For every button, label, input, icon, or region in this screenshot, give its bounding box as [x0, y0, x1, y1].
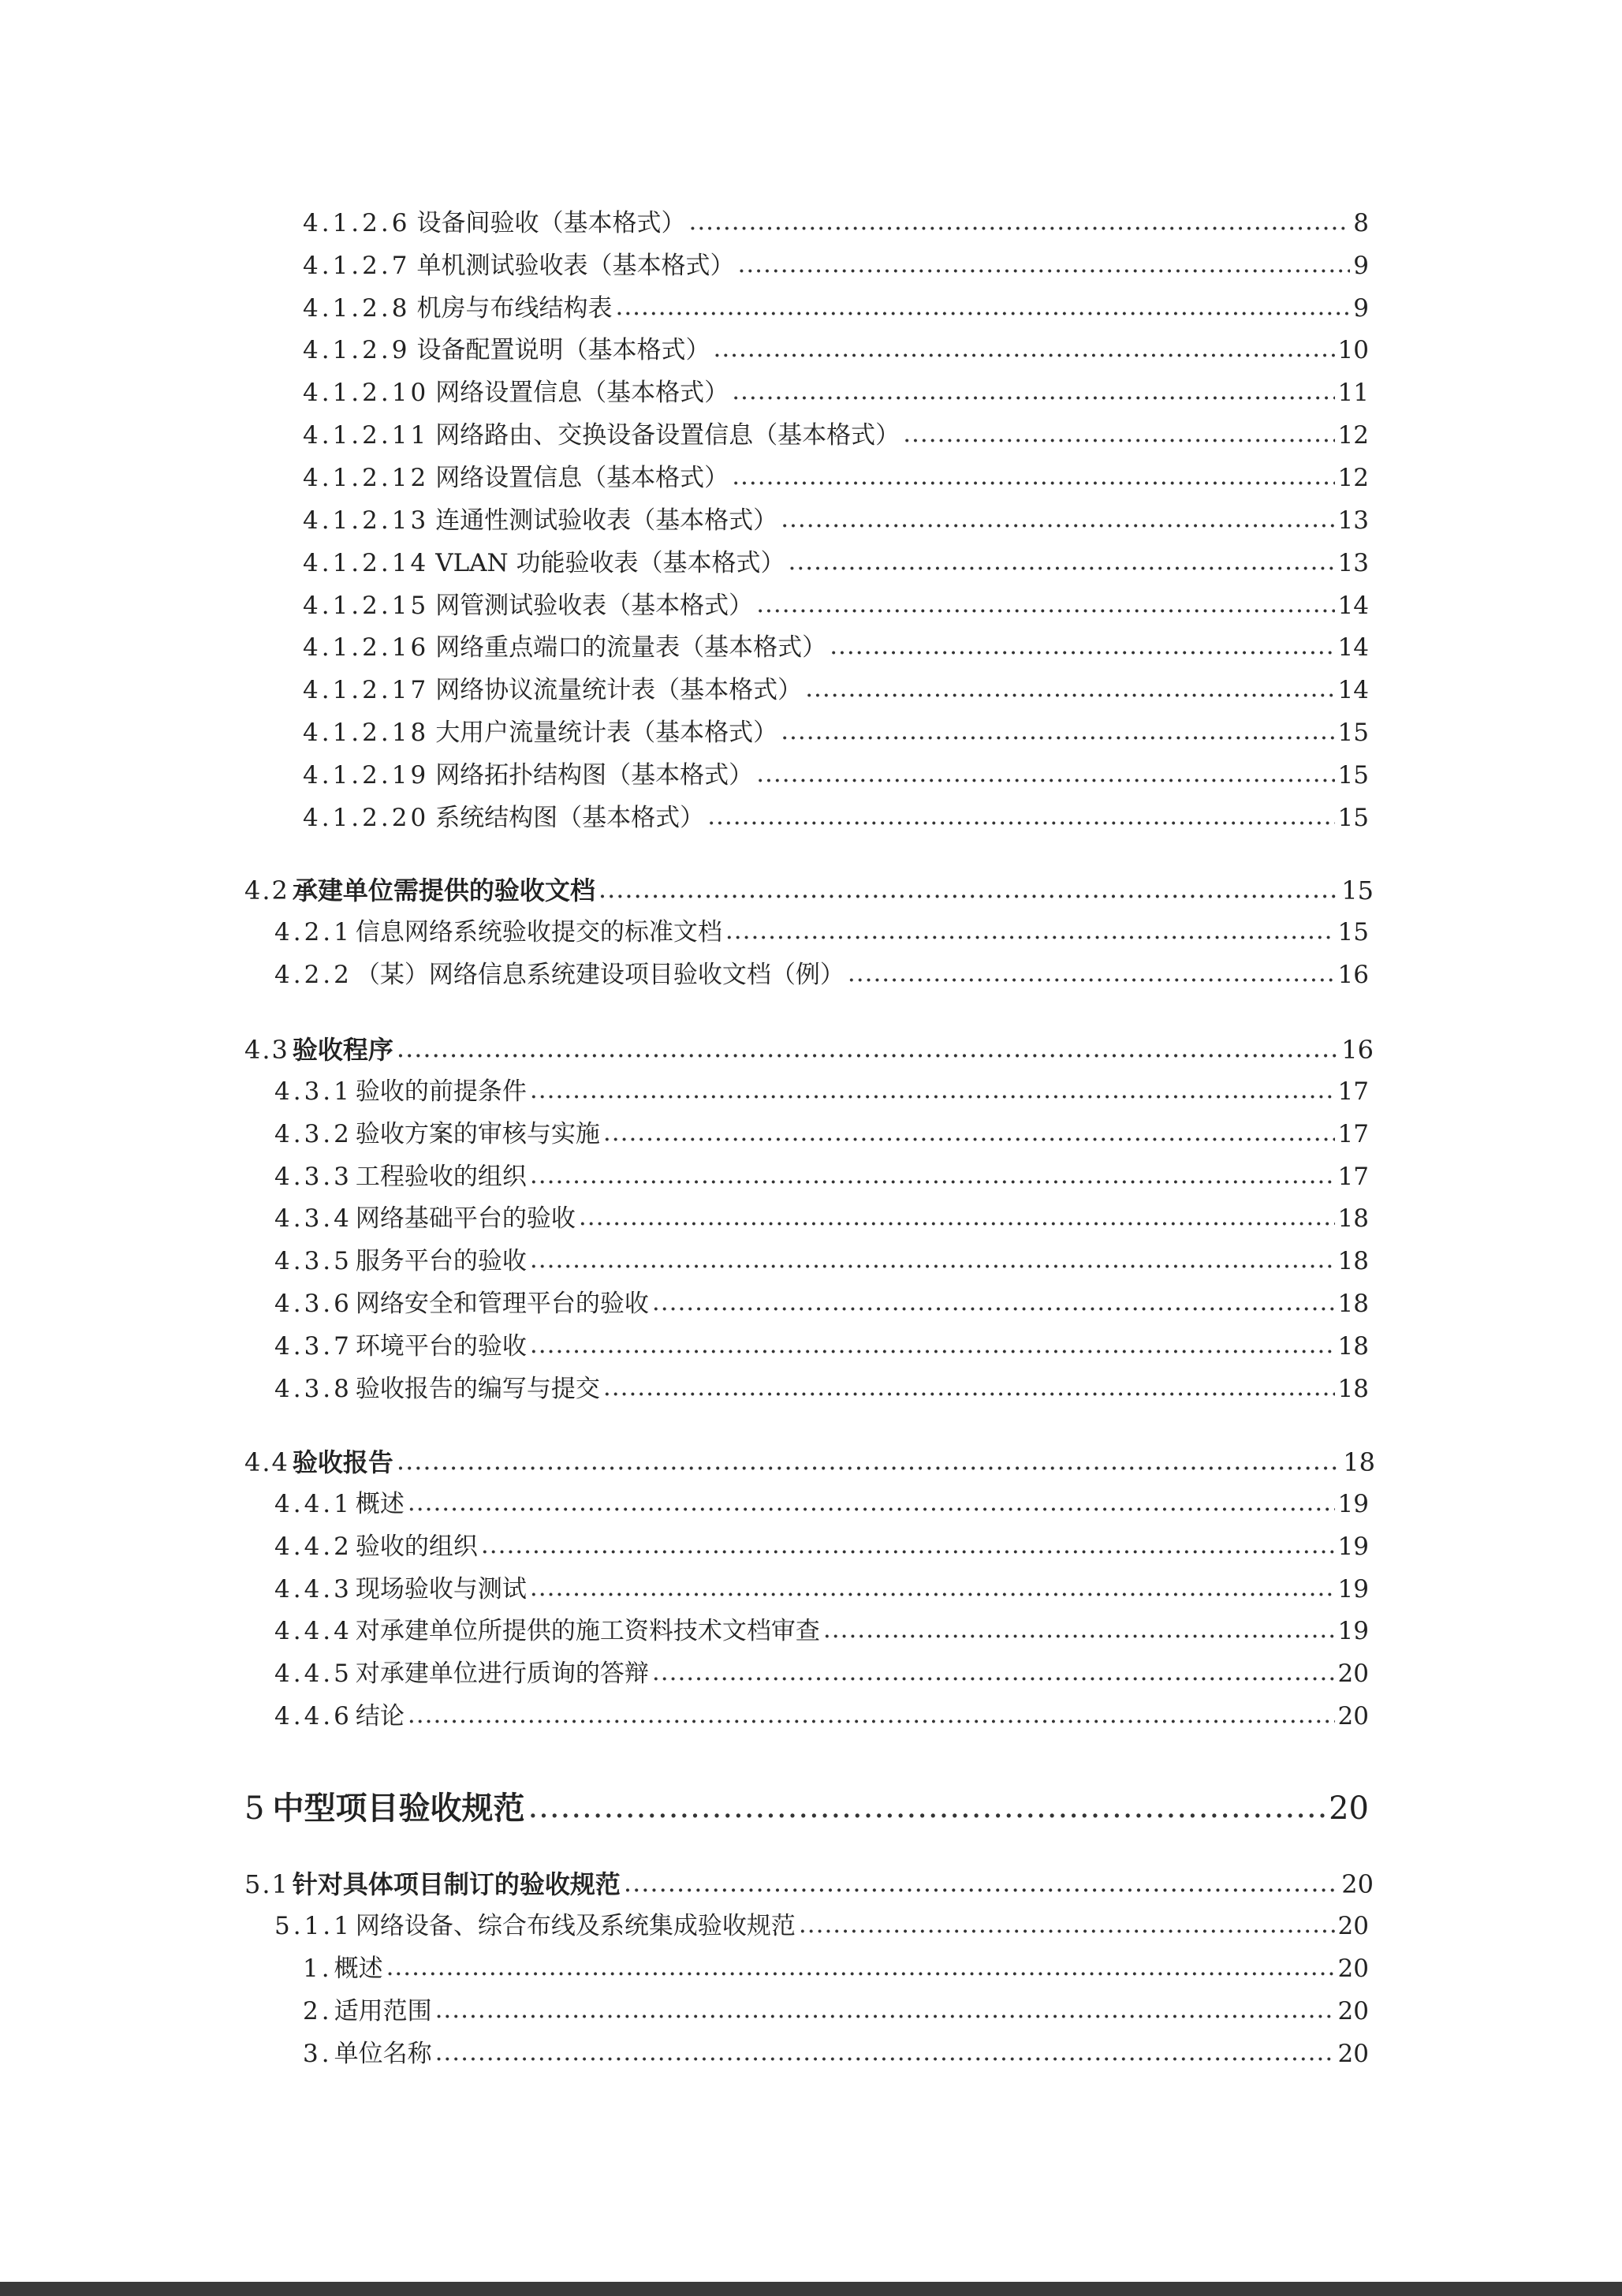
dot-leader	[805, 677, 1334, 701]
toc-entry-page: 20	[1341, 1869, 1374, 1899]
toc-entry[interactable]	[274, 1122, 1369, 1147]
toc-entry-number: 4.2.1	[274, 918, 352, 946]
toc-entry-number: 4.4.1	[274, 1490, 352, 1518]
toc-entry[interactable]	[303, 678, 1369, 703]
toc-entry-page: 13	[1337, 506, 1369, 535]
toc-entry-title: 网络基础平台的验收	[355, 1204, 576, 1233]
dot-leader	[481, 1533, 1335, 1558]
toc-entry-page: 13	[1337, 549, 1369, 577]
toc-entry[interactable]	[274, 1659, 1369, 1688]
dot-leader	[830, 634, 1334, 659]
dot-leader	[397, 1036, 1338, 1061]
toc-entry-title: 验收报告的编写与提交	[355, 1375, 600, 1403]
toc-entry-number: 4.3.7	[274, 1332, 352, 1361]
toc-entry-page: 9	[1353, 252, 1369, 280]
dot-leader	[530, 1163, 1335, 1188]
toc-chapter-heading[interactable]	[244, 1790, 1369, 1827]
toc-entry[interactable]	[303, 294, 1369, 323]
toc-entry[interactable]	[303, 211, 1369, 236]
toc-entry-page: 20	[1337, 1659, 1369, 1688]
toc-entry-title: 验收报告	[292, 1447, 393, 1477]
toc-entry-title: 网络设置信息（基本格式）	[435, 464, 729, 492]
toc-entry[interactable]	[274, 1535, 1369, 1559]
toc-entry-title: 验收的前提条件	[355, 1077, 527, 1106]
toc-entry-title: 网络设备、综合布线及系统集成验收规范	[355, 1912, 796, 1940]
dot-leader	[789, 550, 1335, 574]
toc-entry-number: 5	[244, 1790, 265, 1827]
toc-entry-page: 15	[1337, 804, 1369, 832]
toc-entry[interactable]	[303, 1999, 1369, 2024]
toc-entry-number: 4.4.5	[274, 1659, 352, 1688]
toc-entry-title: 网络重点端口的流量表（基本格式）	[435, 633, 827, 662]
toc-entry-page: 19	[1337, 1533, 1369, 1561]
toc-entry-number: 4.1.2.10	[303, 379, 430, 407]
toc-entry-title: VLAN 功能验收表（基本格式）	[435, 549, 785, 577]
toc-entry-title: 环境平台的验收	[355, 1332, 527, 1361]
toc-entry[interactable]	[303, 254, 1369, 278]
toc-entry-number: 4.3.5	[274, 1247, 352, 1275]
toc-entry-number: 4.3.2	[274, 1120, 352, 1148]
dot-leader	[713, 337, 1334, 361]
toc-entry[interactable]	[303, 421, 1369, 450]
toc-entry-page: 8	[1353, 209, 1369, 237]
toc-entry-title: 网络安全和管理平台的验收	[355, 1290, 649, 1318]
toc-entry-page: 15	[1337, 719, 1369, 747]
toc-entry[interactable]	[303, 466, 1369, 491]
toc-entry[interactable]	[303, 721, 1369, 745]
toc-entry-title: 现场验收与测试	[355, 1575, 527, 1603]
toc-entry-number: 4.3.4	[274, 1204, 352, 1233]
toc-entry-page: 9	[1353, 294, 1369, 323]
dot-leader	[823, 1618, 1335, 1642]
toc-entry-title: 适用范围	[334, 1997, 432, 2025]
dot-leader	[435, 1998, 1335, 2022]
toc-entry[interactable]	[303, 1954, 1369, 1983]
toc-entry-page: 17	[1337, 1077, 1369, 1106]
toc-entry[interactable]	[303, 551, 1369, 576]
dot-leader	[799, 1913, 1335, 1937]
dot-leader	[615, 295, 1350, 319]
toc-entry-page: 20	[1337, 1912, 1369, 1940]
toc-entry[interactable]	[274, 1332, 1369, 1361]
toc-entry-number: 4.1.2.14	[303, 549, 430, 577]
toc-entry[interactable]	[274, 1619, 1369, 1644]
toc-entry[interactable]	[274, 1704, 1369, 1729]
toc-entry[interactable]	[274, 963, 1369, 987]
toc-entry-title: 概述	[334, 1954, 383, 1983]
toc-entry-title: 连通性测试验收表（基本格式）	[435, 506, 778, 535]
toc-entry-title: 设备间验收（基本格式）	[416, 209, 686, 237]
toc-entry-page: 14	[1337, 633, 1369, 662]
toc-entry[interactable]	[303, 2042, 1369, 2066]
toc-entry-page: 18	[1337, 1332, 1369, 1361]
toc-entry-number: 4.1.2.19	[303, 761, 430, 790]
dot-leader	[737, 252, 1350, 277]
toc-entry-number: 4.1.2.9	[303, 336, 411, 364]
toc-entry-number: 4.1.2.17	[303, 676, 430, 704]
toc-entry-title: 验收的组织	[355, 1533, 478, 1561]
toc-entry-number: 5.1.1	[274, 1912, 352, 1940]
toc-entry-page: 20	[1337, 1954, 1369, 1983]
toc-entry-title: 验收程序	[292, 1035, 393, 1065]
toc-entry-page: 18	[1343, 1447, 1375, 1477]
dot-leader	[603, 1121, 1335, 1145]
toc-entry[interactable]	[274, 1492, 1369, 1517]
toc-entry-title: 大用户流量统计表（基本格式）	[435, 719, 778, 747]
toc-entry[interactable]	[303, 633, 1369, 662]
dot-leader	[435, 2040, 1335, 2065]
toc-entry-page: 17	[1337, 1163, 1369, 1191]
dot-leader	[530, 1576, 1335, 1600]
toc-section-heading[interactable]	[244, 875, 1374, 905]
toc-entry-page: 19	[1337, 1490, 1369, 1518]
dot-leader	[688, 210, 1350, 234]
toc-entry-number: 4.1.2.20	[303, 804, 430, 832]
toc-entry-number: 4.3.1	[274, 1077, 352, 1106]
dot-leader	[725, 919, 1335, 943]
toc-entry[interactable]	[303, 338, 1369, 363]
toc-entry-number: 4.4.4	[274, 1617, 352, 1645]
toc-entry-number: 4.2.2	[274, 961, 352, 989]
toc-entry-number: 4.1.2.18	[303, 719, 430, 747]
toc-entry-number: 4.1.2.16	[303, 633, 430, 662]
toc-entry[interactable]	[303, 594, 1369, 618]
toc-entry-number: 4.1.2.8	[303, 294, 411, 323]
toc-entry-page: 14	[1337, 592, 1369, 620]
toc-entry[interactable]	[303, 763, 1369, 788]
toc-entry-number: 5.1	[244, 1869, 289, 1899]
toc-entry-title: 工程验收的组织	[355, 1163, 527, 1191]
toc-entry-title: 针对具体项目制订的验收规范	[292, 1869, 621, 1899]
toc-entry-title: 概述	[355, 1490, 405, 1518]
toc-entry[interactable]	[303, 506, 1369, 535]
toc-entry-title: 设备配置说明（基本格式）	[416, 336, 710, 364]
toc-entry-number: 3.	[303, 2040, 333, 2068]
toc-entry-number: 2.	[303, 1997, 333, 2025]
toc-entry-number: 4.3.8	[274, 1375, 352, 1403]
toc-entry-page: 15	[1337, 918, 1369, 946]
toc-entry[interactable]	[303, 381, 1369, 405]
dot-leader	[732, 465, 1334, 489]
toc-entry-title: 网络协议流量统计表（基本格式）	[435, 676, 803, 704]
toc-entry-page: 18	[1337, 1290, 1369, 1318]
toc-entry[interactable]	[303, 806, 1369, 831]
toc-entry-title: 服务平台的验收	[355, 1247, 527, 1275]
toc-entry-title: 网络设置信息（基本格式）	[435, 379, 729, 407]
toc-entry-number: 4.3.3	[274, 1163, 352, 1191]
dot-leader	[579, 1205, 1335, 1230]
toc-entry-title: 信息网络系统验收提交的标准文档	[355, 918, 722, 946]
toc-entry-page: 10	[1337, 336, 1369, 364]
toc-entry-page: 11	[1337, 379, 1369, 407]
toc-entry-number: 4.3	[244, 1035, 289, 1065]
dot-leader	[530, 1078, 1335, 1103]
toc-entry-page: 20	[1329, 1790, 1369, 1827]
dot-leader	[781, 507, 1334, 532]
dot-leader	[530, 1333, 1335, 1357]
toc-entry-number: 4.4.6	[274, 1702, 352, 1730]
toc-entry-number: 4.1.2.11	[303, 421, 430, 450]
dot-leader	[408, 1491, 1335, 1515]
toc-entry-page: 19	[1337, 1617, 1369, 1645]
toc-entry[interactable]	[274, 1249, 1369, 1274]
toc-entry-title: 机房与布线结构表	[416, 294, 613, 323]
toc-entry-number: 4.1.2.13	[303, 506, 430, 535]
dot-leader	[624, 1870, 1338, 1895]
toc-entry-title: 验收方案的审核与实施	[355, 1120, 600, 1148]
toc-entry-page: 17	[1337, 1120, 1369, 1148]
dot-leader	[781, 719, 1334, 744]
toc-entry[interactable]	[274, 1377, 1369, 1402]
toc-entry-page: 20	[1337, 1997, 1369, 2025]
toc-entry-page: 20	[1337, 1702, 1369, 1730]
toc-entry[interactable]	[274, 1204, 1369, 1233]
toc-entry-page: 19	[1337, 1575, 1369, 1603]
dot-leader	[408, 1703, 1335, 1727]
toc-section-heading[interactable]	[244, 1869, 1374, 1899]
toc-section-heading[interactable]	[244, 1035, 1374, 1065]
toc-entry[interactable]	[274, 1577, 1369, 1602]
toc-entry-page: 12	[1337, 464, 1369, 492]
toc-entry-page: 20	[1337, 2040, 1369, 2068]
page-bottom-edge	[0, 2282, 1622, 2296]
toc-entry-title: （某）网络信息系统建设项目验收文档（例）	[355, 961, 845, 989]
toc-section-heading[interactable]	[244, 1447, 1375, 1477]
dot-leader	[652, 1660, 1335, 1685]
toc-entry-title: 单机测试验收表（基本格式）	[416, 252, 735, 280]
dot-leader	[707, 805, 1334, 829]
toc-entry-title: 结论	[355, 1702, 405, 1730]
toc-entry-number: 4.1.2.15	[303, 592, 430, 620]
toc-entry-page: 18	[1337, 1204, 1369, 1233]
toc-entry-number: 4.1.2.6	[303, 209, 411, 237]
toc-entry-page: 16	[1341, 1035, 1374, 1065]
toc-entry-number: 1.	[303, 1954, 333, 1983]
toc-entry-number: 4.4	[244, 1447, 289, 1477]
toc-entry-page: 15	[1337, 761, 1369, 790]
dot-leader	[756, 592, 1334, 617]
toc-entry-title: 对承建单位所提供的施工资料技术文档审查	[355, 1617, 820, 1645]
dot-leader	[386, 1955, 1335, 1980]
dot-leader	[598, 876, 1338, 902]
toc-entry-page: 14	[1337, 676, 1369, 704]
dot-leader	[603, 1376, 1335, 1400]
dot-leader	[528, 1791, 1326, 1823]
toc-entry[interactable]	[274, 1914, 1369, 1939]
dot-leader	[756, 762, 1334, 786]
dot-leader	[397, 1448, 1340, 1473]
toc-entry-title: 网管测试验收表（基本格式）	[435, 592, 754, 620]
toc-entry[interactable]	[274, 1292, 1369, 1316]
toc-entry-title: 网络路由、交换设备设置信息（基本格式）	[435, 421, 900, 450]
toc-entry-number: 4.4.3	[274, 1575, 352, 1603]
dot-leader	[848, 961, 1335, 986]
dot-leader	[652, 1290, 1335, 1315]
toc-entry-number: 4.4.2	[274, 1533, 352, 1561]
toc-entry-title: 承建单位需提供的验收文档	[292, 875, 595, 905]
dot-leader	[903, 422, 1334, 446]
toc-entry[interactable]	[274, 920, 1369, 945]
toc-entry-number: 4.3.6	[274, 1290, 352, 1318]
dot-leader	[732, 379, 1334, 404]
toc-entry-page: 16	[1337, 961, 1369, 989]
toc-entry[interactable]	[274, 1077, 1369, 1106]
toc-entry[interactable]	[274, 1165, 1369, 1189]
toc-entry-page: 15	[1341, 875, 1374, 905]
toc-entry-page: 12	[1337, 421, 1369, 450]
toc-entry-number: 4.2	[244, 875, 289, 905]
toc-entry-number: 4.1.2.7	[303, 252, 411, 280]
toc-entry-title: 中型项目验收规范	[272, 1790, 525, 1827]
dot-leader	[530, 1248, 1335, 1272]
toc-entry-page: 18	[1337, 1247, 1369, 1275]
toc-entry-number: 4.1.2.12	[303, 464, 430, 492]
toc-entry-title: 系统结构图（基本格式）	[435, 804, 705, 832]
toc-entry-title: 对承建单位进行质询的答辩	[355, 1659, 649, 1688]
toc-entry-title: 网络拓扑结构图（基本格式）	[435, 761, 754, 790]
toc-entry-page: 18	[1337, 1375, 1369, 1403]
toc-entry-title: 单位名称	[334, 2040, 432, 2068]
